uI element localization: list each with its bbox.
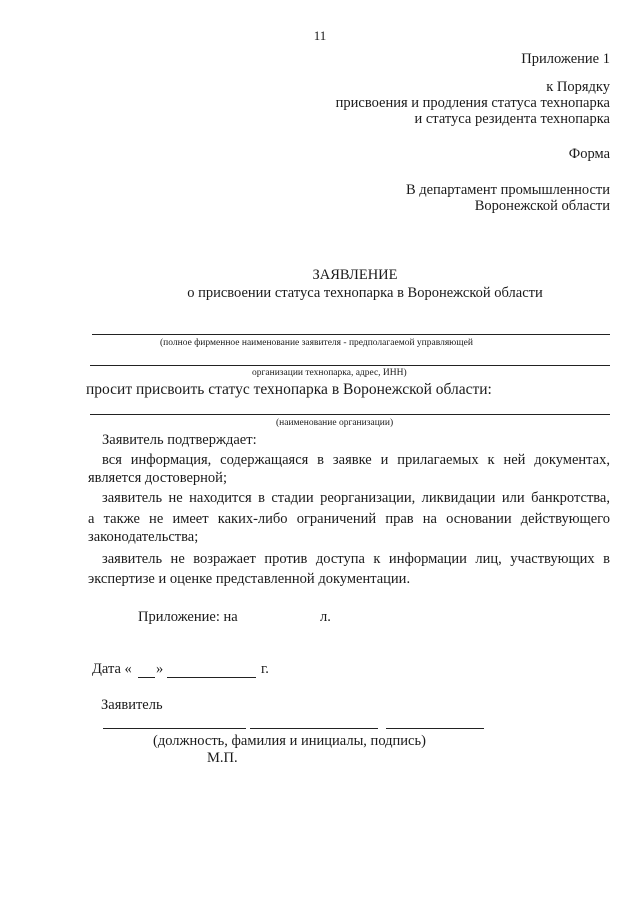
date-year-suffix: г. xyxy=(261,661,269,677)
applicant-org-caption: организации технопарка, адрес, ИНН) xyxy=(252,368,407,378)
document-title: ЗАЯВЛЕНИЕ xyxy=(312,267,398,283)
signature-label: Заявитель xyxy=(101,697,163,713)
date-label: Дата « xyxy=(92,661,132,677)
confirmation-p1-line1: вся информация, содержащаяся в заявке и прилагаемых к ней документах, xyxy=(102,452,610,468)
date-month-field[interactable] xyxy=(167,677,256,678)
appendix-line-3: и статуса резидента технопарка xyxy=(414,111,610,127)
form-label: Форма xyxy=(568,146,610,162)
appendix-number: Приложение 1 xyxy=(521,51,610,67)
applicant-name-caption: (полное фирменное наименование заявителя - предполагаемой управляющей xyxy=(160,338,473,348)
signature-caption: (должность, фамилия и инициалы, подпись) xyxy=(153,733,426,749)
confirmation-p1-line2: является достоверной; xyxy=(88,470,227,486)
request-text: просит присвоить статус технопарка в Воронежской области: xyxy=(86,381,492,398)
date-close-quote: » xyxy=(156,661,164,677)
confirmation-p2-line2: а также не имеет каких-либо ограничений прав на основании действующего xyxy=(88,511,610,527)
page-number: 11 xyxy=(313,28,327,43)
appendix-line-2: присвоения и продления статуса технопарка xyxy=(335,95,610,111)
organization-name-caption: (наименование организации) xyxy=(276,418,394,428)
signature-sign-field[interactable] xyxy=(386,728,484,729)
confirmation-p3-line2: экспертизе и оценке представленной документации. xyxy=(88,571,411,587)
appendix-to-order: к Порядку xyxy=(546,79,610,95)
attachment-unit: л. xyxy=(320,609,331,625)
addressee-line-2: Воронежской области xyxy=(474,198,610,214)
date-day-field[interactable] xyxy=(138,677,155,678)
confirmation-p2-line3: законодательства; xyxy=(88,529,199,545)
applicant-name-line[interactable] xyxy=(92,334,610,335)
attachment-label: Приложение: на xyxy=(138,609,238,625)
organization-name-line[interactable] xyxy=(90,414,610,415)
stamp-label: М.П. xyxy=(207,750,238,766)
document-subtitle: о присвоении статуса технопарка в Воронежской области xyxy=(187,285,543,301)
signature-position-field[interactable] xyxy=(103,728,246,729)
addressee-line-1: В департамент промышленности xyxy=(405,182,610,198)
signature-name-field[interactable] xyxy=(250,728,378,729)
applicant-org-line[interactable] xyxy=(90,365,610,366)
confirmation-heading: Заявитель подтверждает: xyxy=(102,432,257,448)
confirmation-p2-line1: заявитель не находится в стадии реорганизации, ликвидации или банкротства, xyxy=(102,490,610,506)
confirmation-p3-line1: заявитель не возражает против доступа к информации лиц, участвующих в xyxy=(102,551,610,567)
